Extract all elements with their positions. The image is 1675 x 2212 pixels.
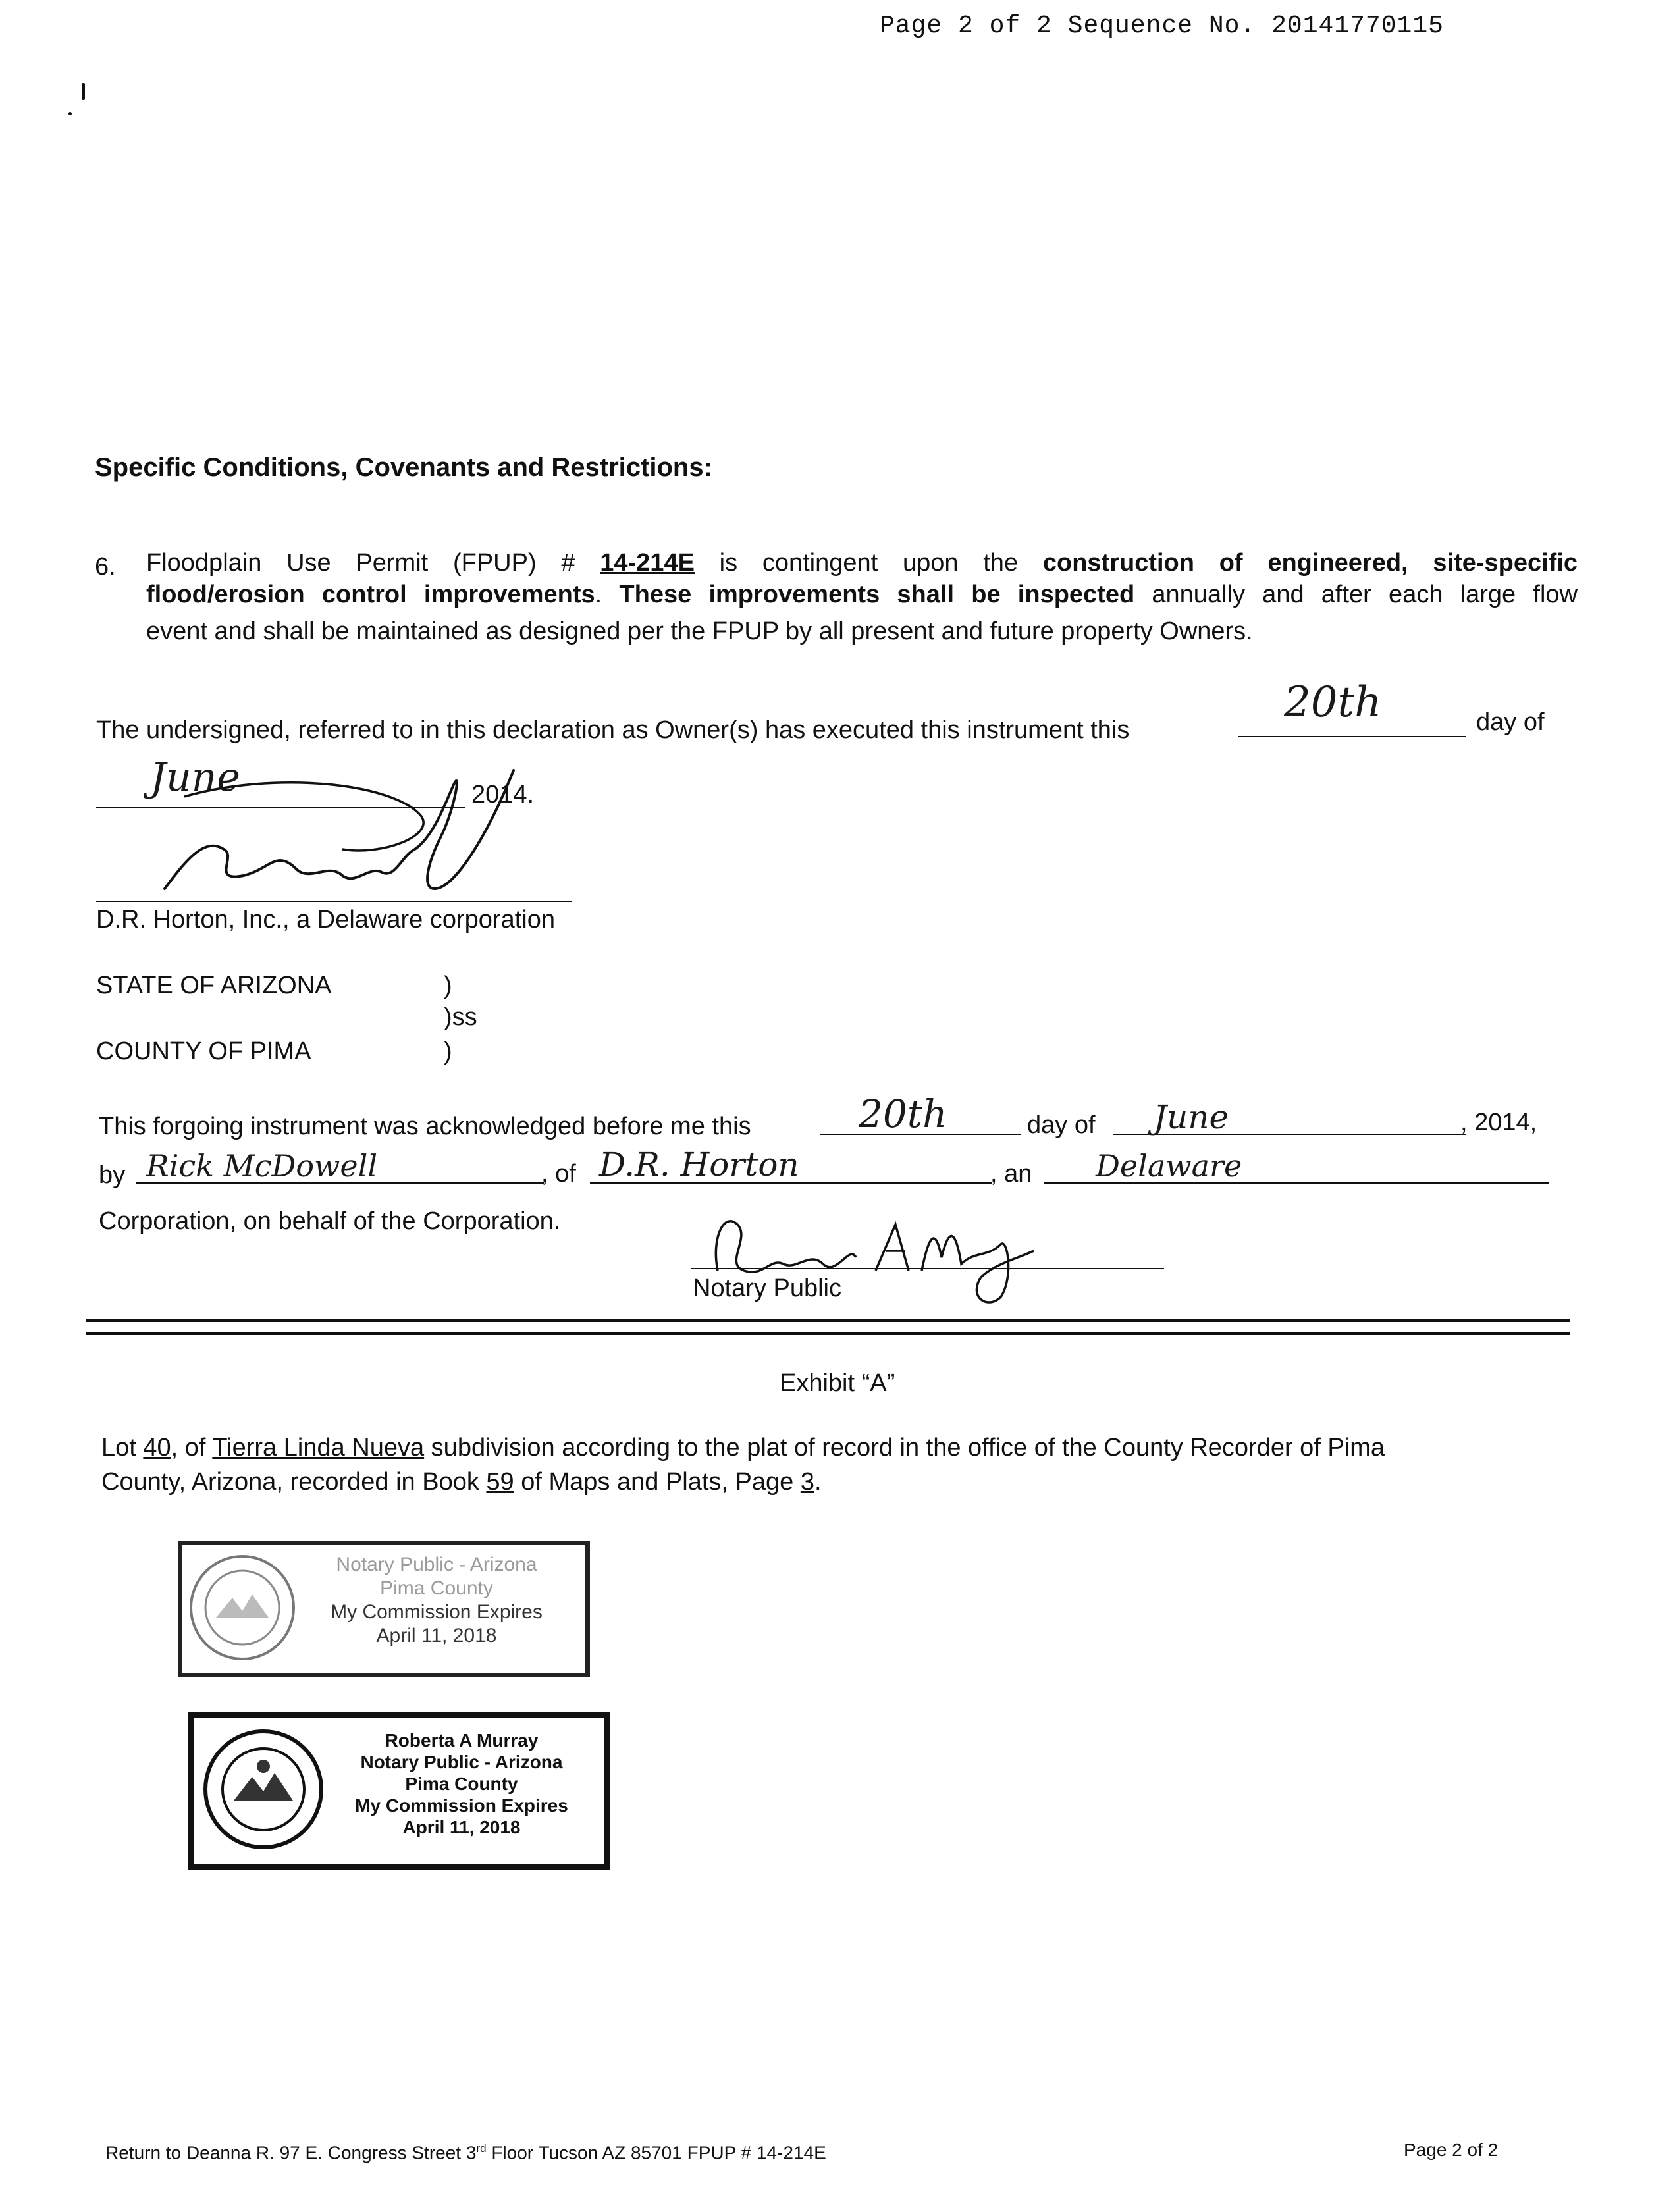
exhibit-line-1 <box>101 1433 1385 1463</box>
condition-line-3: event and shall be maintained as designed per the FPUP by all present and future property Owners. <box>146 618 1253 645</box>
exhibit-text: , of <box>171 1434 213 1462</box>
stamp-expires-date: April 11, 2018 <box>402 1817 521 1837</box>
execution-lead: The undersigned, referred to in this declaration as Owner(s) has executed this instrument this <box>96 716 1130 744</box>
execution-month-handwritten: June <box>150 754 240 801</box>
stamp-faded-line: My Commission Expires <box>331 1601 543 1623</box>
venue-county: COUNTY OF PIMA <box>96 1038 311 1065</box>
book-number: 59 <box>486 1468 514 1496</box>
ack-an-handwritten: Delaware <box>1096 1148 1242 1184</box>
footer-text: Return to Deanna R. 97 E. Congress Street 3 <box>105 2142 477 2163</box>
notary-stamp <box>188 1712 610 1870</box>
exhibit-text: subdivision according to the plat of record in the office of the County Recorder of Pima <box>424 1434 1385 1462</box>
sequence-header: Page 2 of 2 Sequence No. 20141770115 <box>880 12 1444 40</box>
ack-by: by <box>99 1161 126 1189</box>
condition-bold: construction of engineered, site-specific <box>1042 549 1578 577</box>
condition-bold: These improvements shall be inspected <box>619 581 1135 608</box>
execution-year: 2014. <box>471 781 535 808</box>
notary-stamp-faded <box>178 1540 590 1677</box>
stamp-expires-label: My Commission Expires <box>355 1795 568 1816</box>
divider-rule <box>86 1332 1570 1335</box>
notary-signature-line <box>691 1268 1164 1269</box>
condition-number: 6. <box>95 553 116 581</box>
condition-bold: flood/erosion control improvements <box>146 581 595 608</box>
state-seal-icon <box>201 1727 326 1852</box>
stamp-faded-line: Notary Public - Arizona <box>336 1554 537 1575</box>
owner-signature <box>145 757 566 922</box>
exhibit-text: Lot <box>101 1434 144 1462</box>
stamp-faded-line: Pima County <box>380 1577 493 1599</box>
owner-name: D.R. Horton, Inc., a Delaware corporation <box>96 906 555 934</box>
footer-superscript: rd <box>476 2142 487 2155</box>
stamp-county: Pima County <box>405 1774 518 1794</box>
stamp-faded-line: April 11, 2018 <box>376 1625 497 1646</box>
execution-day-of: day of <box>1476 708 1545 736</box>
section-heading: Specific Conditions, Covenants and Restrictions: <box>95 453 712 482</box>
condition-line-2 <box>146 579 1578 610</box>
divider-rule <box>86 1319 1570 1322</box>
footer-page: Page 2 of 2 <box>1404 2140 1499 2160</box>
exhibit-text: . <box>814 1468 822 1496</box>
footer-text: Floor Tucson AZ 85701 FPUP # 14-214E <box>486 2142 826 2163</box>
stamp-notary-name: Roberta A Murray <box>385 1730 539 1751</box>
exhibit-text: County, Arizona, recorded in Book <box>101 1468 487 1496</box>
condition-text: Floodplain Use Permit (FPUP) # <box>146 549 600 577</box>
footer-return-address <box>105 2142 826 2163</box>
venue-paren: ) <box>444 972 452 999</box>
ack-day-of: day of <box>1027 1111 1096 1139</box>
ack-an: , an <box>990 1160 1032 1188</box>
venue-paren: ) <box>444 1038 452 1065</box>
execution-day-handwritten: 20th <box>1284 678 1382 727</box>
stamp-notary-title: Notary Public - Arizona <box>360 1752 563 1772</box>
day-line <box>1238 736 1466 737</box>
permit-number: 14-214E <box>600 549 695 577</box>
scan-dot <box>68 112 72 115</box>
condition-line-1 <box>146 548 1578 578</box>
venue-state: STATE OF ARIZONA <box>96 972 332 999</box>
ack-corporation: Corporation, on behalf of the Corporation. <box>99 1207 561 1235</box>
condition-text: is contingent upon the <box>694 549 1043 577</box>
owner-signature-line <box>96 901 572 902</box>
exhibit-line-2 <box>101 1467 822 1497</box>
scan-mark <box>82 83 85 100</box>
ack-year: , 2014, <box>1460 1109 1537 1136</box>
exhibit-text: of Maps and Plats, Page <box>514 1468 801 1496</box>
ack-lead: This forgoing instrument was acknowledged before me this <box>99 1113 751 1140</box>
subdivision-name: Tierra Linda Nueva <box>212 1434 425 1462</box>
exhibit-title: Exhibit “A” <box>780 1369 895 1397</box>
ack-day-handwritten: 20th <box>859 1092 947 1136</box>
ack-by-handwritten: Rick McDowell <box>146 1148 378 1184</box>
lot-number: 40 <box>143 1434 171 1462</box>
condition-text: annually and after each large flow <box>1134 581 1578 608</box>
ack-of-handwritten: D.R. Horton <box>599 1146 799 1184</box>
condition-text: . <box>595 581 620 608</box>
notary-label: Notary Public <box>693 1275 841 1302</box>
state-seal-icon <box>186 1552 298 1664</box>
venue-ss: )ss <box>444 1003 477 1031</box>
page-number: 3 <box>800 1468 814 1496</box>
ack-of: , of <box>541 1160 576 1188</box>
ack-month-handwritten: June <box>1154 1098 1229 1136</box>
